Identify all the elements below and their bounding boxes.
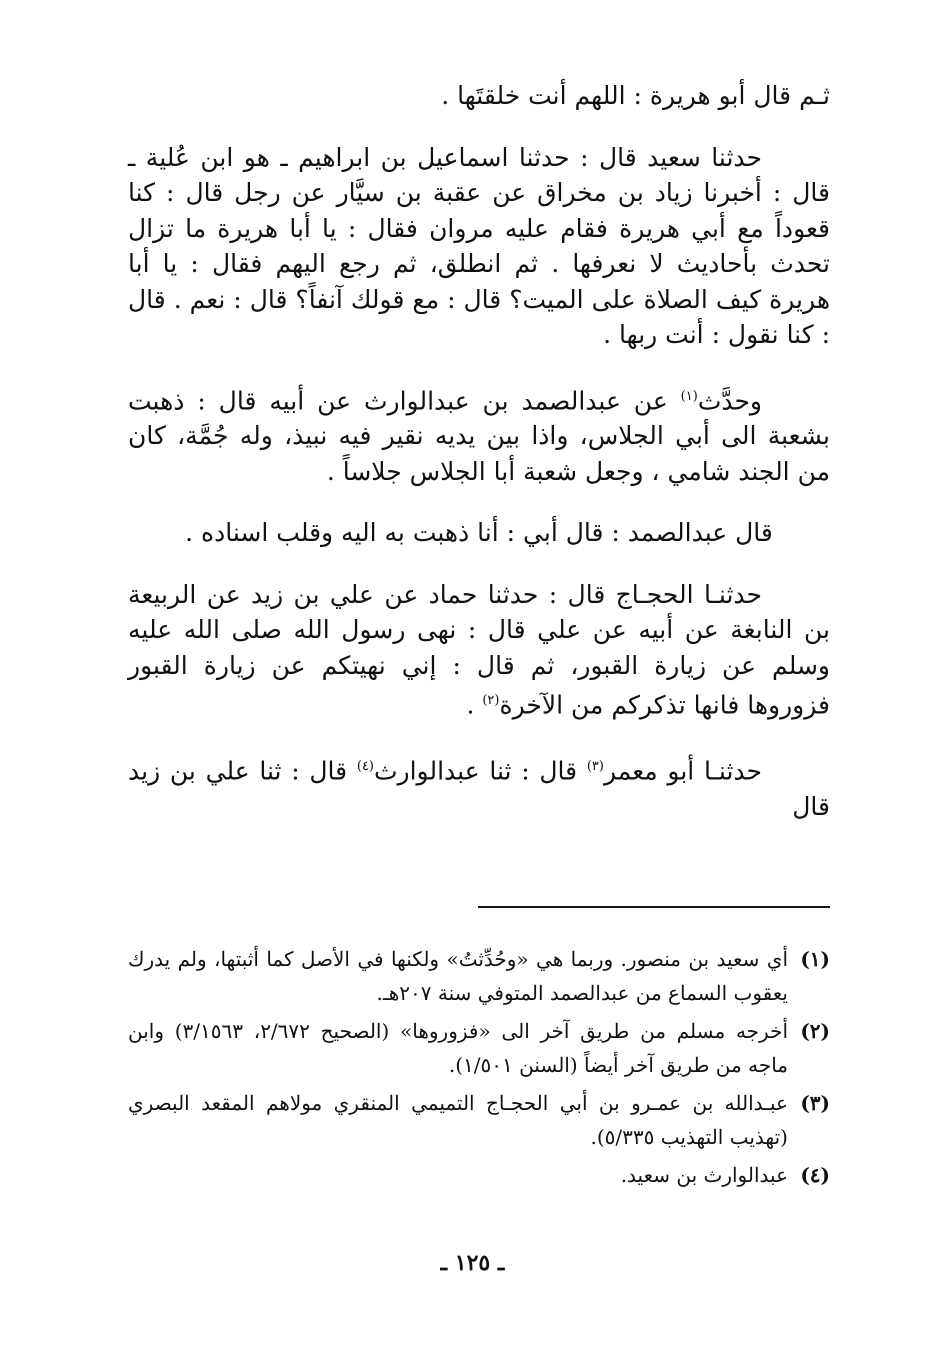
footnote-number: (٣) <box>800 1091 830 1115</box>
paragraph-2: حدثنا سعيد قال : حدثنا اسماعيل بن ابراهيم ـ هو ابن عُلية ـ قال : أخبرنا زياد بن مخراق عن عقبة بن سيَّار عن رجل قال : كنا قعوداً مع أبي هريرة فقام عليه مروان فقال : يا أبا هريرة ما تزال تحدث بأحاديث لا نعرفها . ثم انطلق، ثم رجع اليهم فقال : يا أبا هريرة كيف الصلاة على الميت؟ قال : مع قولك آنفاً؟ قال : نعم . قال : كنا نقول : أنت ربها . <box>128 142 830 349</box>
paragraph-5 <box>128 577 830 723</box>
paragraph-1: ثـم قال أبو هريرة : اللهم أنت خلقتَها . <box>441 81 830 110</box>
footnote-ref-1: (١) <box>680 388 698 404</box>
footnote-3 <box>128 1086 830 1154</box>
page-number: ـ ١٢٥ ـ <box>440 1250 505 1276</box>
footnotes <box>128 942 830 1196</box>
paragraph-5-rest: . <box>466 690 483 720</box>
footnote-4 <box>128 1158 830 1192</box>
paragraph-3-lead: وحدَّث <box>697 385 762 415</box>
footnote-number: (٤) <box>800 1163 830 1187</box>
paragraph-6-c: قال : ثنا علي بن زيد قال <box>128 756 830 821</box>
footnote-text: عبدالوارث بن سعيد. <box>620 1163 788 1187</box>
footnote-number: (١) <box>800 947 830 971</box>
footnote-text: عبـدالله بن عمـرو بن أبي الحجـاج التميمي المنقري مولاهم المقعد البصري (تهذيب التهذيب ٥/٣٣٥). <box>128 1091 788 1149</box>
paragraph-6 <box>128 749 830 824</box>
paragraph-4: قال عبدالصمد : قال أبي : أنا ذهبت به اليه وقلب اسناده . <box>185 518 773 548</box>
footnote-1 <box>128 942 830 1010</box>
paragraph-6-a: حدثنـا أبو معمر <box>603 756 762 786</box>
footnote-text: أخرجه مسلم من طريق آخر الى «فزوروها» (الصحيح ٢/٦٧٢، ٣/١٥٦٣) وابن ماجه من طريق آخر أيضاً (السنن ١/٥٠١). <box>128 1019 789 1077</box>
paragraph-3-rest: عن عبدالصمد بن عبدالوارث عن أبيه قال : ذهبت بشعبة الى أبي الجلاس، واذا بين يديه نقير فيه نبيذ، وله جُمَّة، كان من الجند شامي ، وجعل شعبة أبا الجلاس جلاساً . <box>128 385 830 486</box>
paragraph-6-b: قال : ثنا عبدالوارث <box>374 756 587 786</box>
footnote-ref-2: (٢) <box>482 693 500 709</box>
footnote-ref-3: (٣) <box>586 759 604 775</box>
footnote-ref-4: (٤) <box>356 759 374 775</box>
footnote-number: (٢) <box>800 1019 830 1043</box>
paragraph-3 <box>128 379 830 490</box>
footnote-text: أي سعيد بن منصور. وربما هي «وحُدِّثتُ» ولكنها في الأصل كما أثبتها، ولم يدرك يعقوب السماع من عبدالصمد المتوفي سنة ٢٠٧هـ. <box>128 947 788 1005</box>
footnote-2 <box>128 1014 830 1082</box>
paragraph-5-lead: حدثنـا الحجـاج قال : حدثنا حماد عن علي بن زيد عن الربيعة بن النابغة عن أبيه عن علي قال : نهى رسول الله صلى الله عليه وسلم عن زيارة القبور، ثم قال : إني نهيتكم عن زيارة القبور فزوروها فانها تذكركم من الآخرة <box>128 579 830 720</box>
main-text <box>128 78 830 850</box>
footnote-divider <box>478 906 830 908</box>
